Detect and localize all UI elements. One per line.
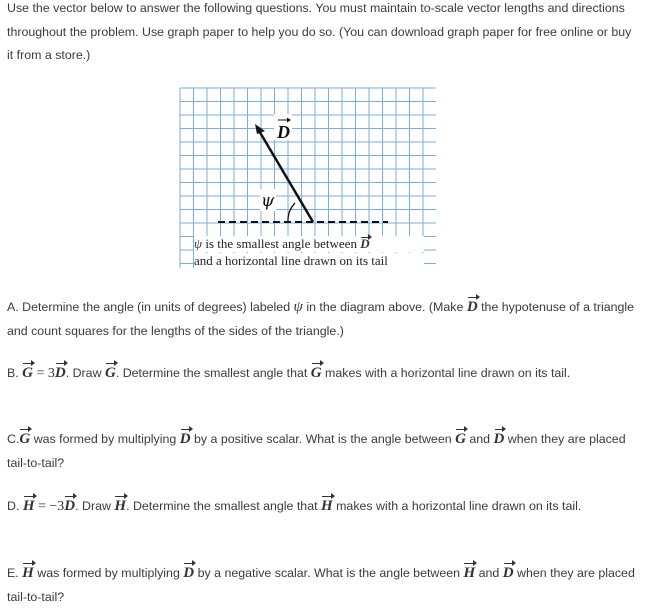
- vector-d-label: D: [277, 122, 290, 142]
- q-e-text-4: and: [478, 566, 500, 580]
- q-c-d: D: [180, 428, 191, 452]
- q-c-d2: D: [494, 428, 505, 452]
- q-b-text-3: . Determine the smallest angle that: [115, 366, 308, 380]
- q-b-g: G: [22, 362, 33, 386]
- q-b-text-4: makes with a horizontal line drawn on its tail.: [325, 366, 571, 380]
- caption-line-1: [194, 236, 424, 252]
- q-e-d2: D: [503, 562, 514, 586]
- q-e-text-5: when they are placed tail-to-tail?: [7, 566, 635, 604]
- intro-paragraph: [7, 0, 637, 68]
- vector-diagram: [178, 86, 438, 270]
- question-e: [7, 562, 637, 609]
- q-c-g2: G: [455, 428, 466, 452]
- question-a: [7, 296, 637, 343]
- q-b-eq: = 3: [36, 366, 55, 381]
- q-d-h3: H: [321, 495, 333, 519]
- q-d-text-1: D.: [7, 499, 20, 513]
- question-b: [7, 362, 637, 386]
- q-b-text-2: . Draw: [65, 366, 102, 380]
- q-d-text-3: . Determine the smallest angle that: [126, 499, 318, 513]
- q-e-h2: H: [463, 562, 475, 586]
- q-e-h: H: [22, 562, 34, 586]
- q-e-text-2: was formed by multiplying: [37, 566, 180, 580]
- caption-psi: ψ: [194, 236, 203, 251]
- q-e-text-1: E.: [7, 566, 19, 580]
- q-a-psi: ψ: [293, 299, 303, 315]
- intro-text: Use the vector below to answer the following questions. You must maintain to-scale vector lengths and directions throughout the problem. Use graph paper to help you do so. (You can download graph paper for free online or buy it from a store.): [7, 1, 632, 62]
- q-b-g3: G: [311, 362, 322, 386]
- q-e-d: D: [183, 562, 194, 586]
- q-b-text-1: B.: [7, 366, 19, 380]
- psi-label: ψ: [261, 191, 275, 211]
- q-e-text-3: by a negative scalar. What is the angle between: [197, 566, 461, 580]
- q-a-text-1: A. Determine the angle (in units of degrees) labeled: [7, 300, 291, 314]
- q-c-text-2: was formed by multiplying: [33, 432, 177, 446]
- q-d-d: D: [64, 495, 75, 519]
- q-a-d: D: [467, 296, 478, 320]
- q-d-h: H: [23, 495, 35, 519]
- q-b-g2: G: [105, 362, 116, 386]
- angle-arc: [288, 203, 295, 222]
- q-d-eq: = −3: [37, 499, 65, 514]
- q-b-d: D: [55, 362, 66, 386]
- q-d-text-4: makes with a horizontal line drawn on its tail.: [336, 499, 582, 513]
- caption-text-1: is the smallest angle between: [205, 236, 357, 251]
- q-a-text-2: in the diagram above. (Make: [306, 300, 464, 314]
- q-a-text-3: the hypotenuse of a triangle and count squares for the lengths of the sides of the triangle.): [7, 300, 635, 338]
- caption-text-2: and a horizontal line drawn on its tail: [194, 253, 388, 268]
- q-c-text-4: and: [469, 432, 491, 446]
- q-c-text-1: C.: [7, 432, 20, 446]
- caption-d: D: [360, 236, 370, 251]
- caption-line-2: [194, 253, 424, 269]
- question-c: [7, 428, 637, 475]
- q-c-g: G: [19, 428, 30, 452]
- q-d-h2: H: [114, 495, 126, 519]
- q-c-text-3: by a positive scalar. What is the angle between: [194, 432, 452, 446]
- q-d-text-2: . Draw: [75, 499, 111, 513]
- question-d: [7, 495, 637, 519]
- q-c-text-5: when they are placed tail-to-tail?: [7, 432, 626, 470]
